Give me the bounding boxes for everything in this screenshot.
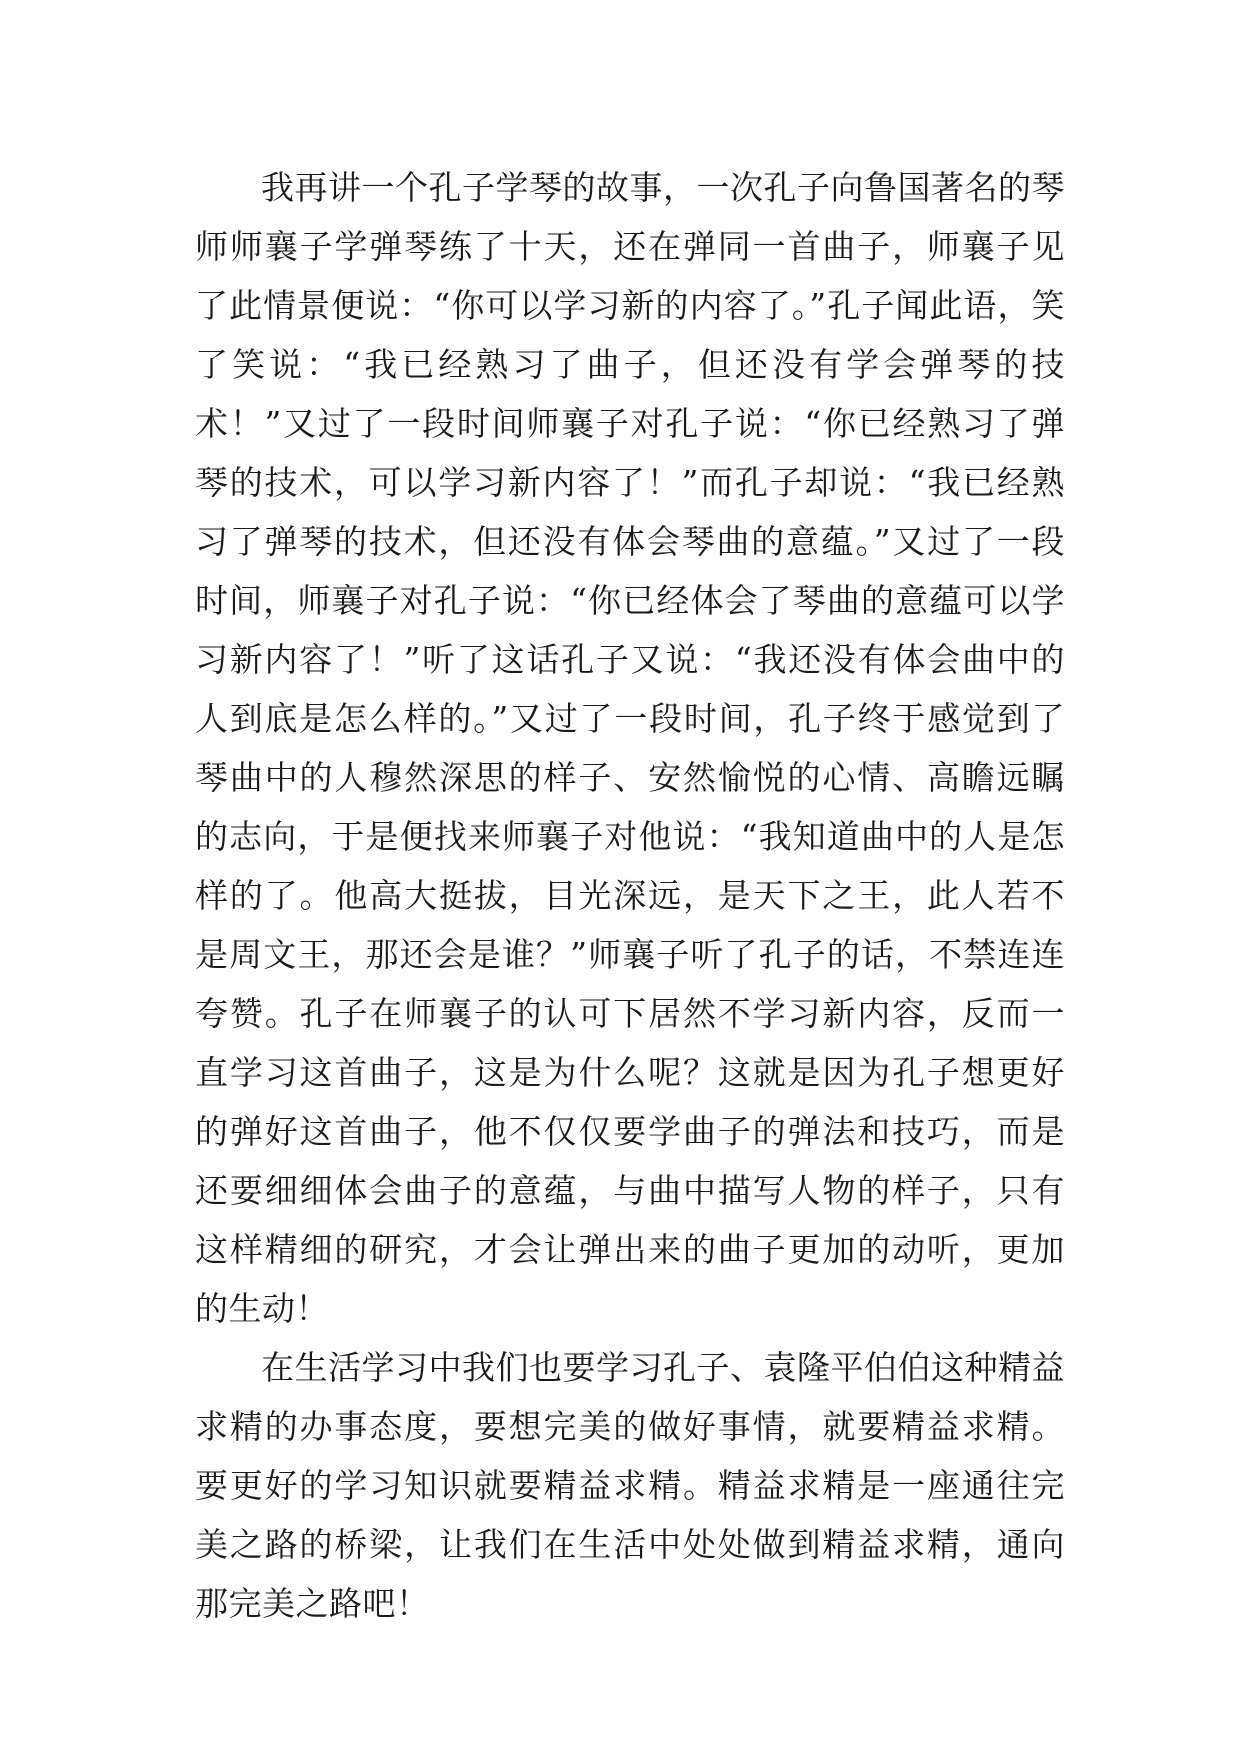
paragraph-conclusion: 在生活学习中我们也要学习孔子、袁隆平伯伯这种精益求精的办事态度，要想完美的做好事情，就要精益求精。要更好的学习知识就要精益求精。精益求精是一座通往完美之路的桥梁，让我们在生活中处处做到精益求精，通向那完美之路吧！ [195, 1348, 1065, 1623]
document-body [195, 158, 1065, 1633]
paragraph-confucius-story: 我再讲一个孔子学琴的故事，一次孔子向鲁国著名的琴师师襄子学弹琴练了十天，还在弹同一首曲子，师襄子见了此情景便说：“你可以学习新的内容了。”孔子闻此语，笑了笑说：“我已经熟习了曲子，但还没有学会弹琴的技术！”又过了一段时间师襄子对孔子说：“你已经熟习了弹琴的技术，可以学习新内容了！”而孔子却说：“我已经熟习了弹琴的技术，但还没有体会琴曲的意蕴。”又过了一段时间，师襄子对孔子说：“你已经体会了琴曲的意蕴可以学习新内容了！”听了这话孔子又说：“我还没有体会曲中的人到底是怎么样的。”又过了一段时间，孔子终于感觉到了琴曲中的人穆然深思的样子、安然愉悦的心情、高瞻远瞩的志向，于是便找来师襄子对他说：“我知道曲中的人是怎样的了。他高大挺拔，目光深远，是天下之王，此人若不是周文王，那还会是谁？”师襄子听了孔子的话，不禁连连夸赞。孔子在师襄子的认可下居然不学习新内容，反而一直学习这首曲子，这是为什么呢？这就是因为孔子想更好的弹好这首曲子，他不仅仅要学曲子的弹法和技巧，而是还要细细体会曲子的意蕴，与曲中描写人物的样子，只有这样精细的研究，才会让弹出来的曲子更加的动听，更加的生动！ [195, 168, 1065, 1328]
